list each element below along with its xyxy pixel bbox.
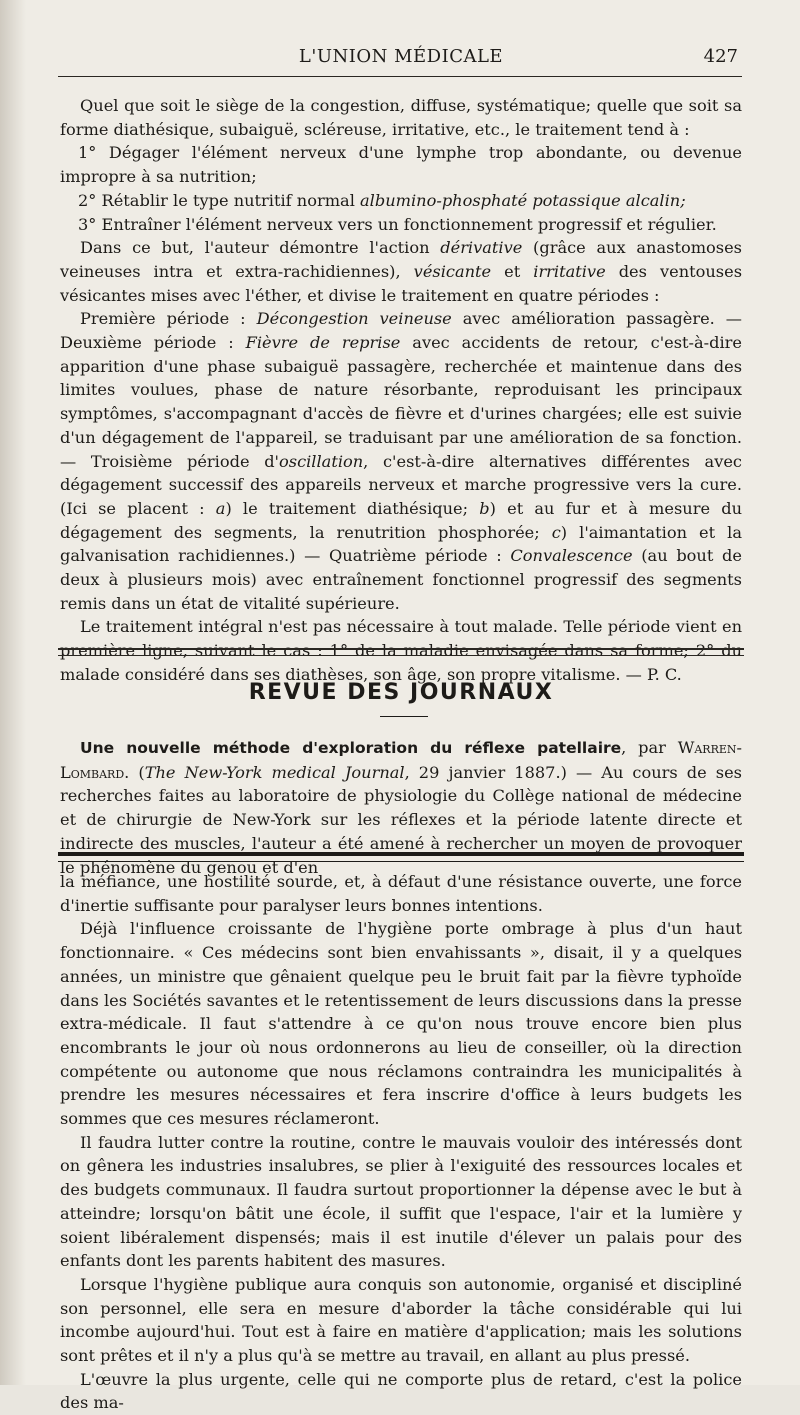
list-item-3: 3° Entraîner l'élément nerveux vers un fonctionnement progressif et régulier.: [78, 214, 717, 234]
text-run: ) le traitement diathésique;: [225, 498, 480, 518]
routine-paragraph: Il faudra lutter contre la routine, contre le mauvais vouloir des intéressés dont on gênera les industries insalubres, se plier à l'exiguité des ressources locales et des budgets communaux. Il faudra surtout proportionner la dépense avec le but à atteindre; lorsqu'on bâtit une école, il suffit que l'espace, l'air et la lumière y soient libéralement dispensés; mais il est inutile d'élever un palais pour des enfants dont les parents habitent des masures.: [60, 1132, 742, 1271]
italic-run: Fièvre de reprise: [245, 333, 401, 353]
text-run: (au bout de deux à plusieurs mois) avec entraînement fonctionnel progressif des segments remis dans un état de vitalité supérieure.: [60, 546, 742, 613]
continuation-paragraph: la méfiance, une hostilité sourde, et, à défaut d'une résistance ouverte, une force d'inertie suffisante pour paralyser leurs bonnes intentions.: [60, 872, 742, 915]
top-text-block: [60, 94, 742, 687]
conclusion-paragraph: Le traitement intégral n'est pas nécessaire à tout malade. Telle période vient en première ligne, suivant le cas : 1° de la maladie envisagée dans sa forme; 2° du malade considéré dans ses diathèses, son âge, son propre vitalisme. — P. C.: [60, 617, 742, 684]
autonomy-paragraph: Lorsque l'hygiène publique aura conquis son autonomie, organisé et discipliné son personnel, elle sera en mesure d'aborder la tâche considérable qui lui incombe aujourd'hui. Tout est à faire en matière d'application; mais les solutions sont prêtes et il n'y a plus qu'à se mettre au travail, en allant au plus pressé.: [60, 1274, 742, 1366]
text-run: avec amélioration passagère. — Deuxième période :: [60, 309, 742, 353]
method-paragraph: [60, 236, 742, 307]
section-title: REVUE DES JOURNAUX: [248, 680, 554, 705]
hygiene-paragraph: Déjà l'influence croissante de l'hygiène porte ombrage à plus d'un haut fonctionnaire. « Ces médecins sont bien envahissants », disait, il y a quelques années, un ministre que gênaient quelque peu le bruit fait par la fièvre typhoïde dans les Sociétés savantes et le retentissement de leurs discussions dans la presse extra-médicale. Il faut s'attendre à ce qu'on nous trouve encore bien plus encombrants le jour où nous ordonnerons au lieu de conseiller, où la direction compétente ou autonome que nous réclamons contraindra les municipalités à prendre les mesures nécessaires et fera inscrire d'office à leurs budgets les sommes que ces mesures réclameront.: [60, 919, 742, 1129]
italic-run: oscillation: [279, 451, 364, 471]
text-run: et: [491, 261, 534, 281]
text-run: (: [129, 762, 145, 782]
article-title: Une nouvelle méthode d'exploration du réflexe patellaire: [80, 739, 622, 757]
italic-run: Décongestion veineuse: [256, 309, 452, 329]
section-divider: [58, 648, 744, 656]
text-run: Dans ce but, l'auteur démontre l'action: [80, 238, 441, 258]
italic-run: c: [551, 522, 561, 542]
page-number: 427: [703, 46, 738, 67]
text-run: , 29 janvier 1887.) — Au cours de ses recherches faites au laboratoire de physiologie du Collège national de médecine et de chirurgie de New-York sur les réflexes et la période latente directe et indirecte des muscles, l'auteur a été amené à rechercher un moyen de provoquer le phénomène du genou et d'en: [60, 762, 742, 877]
text-run: avec accidents de retour, c'est-à-dire apparition d'une phase subaiguë passagère, recherchée et maintenue dans des limites voulues, phase de nature résorbante, reproduisant les principaux symptômes, s'accompagnant d'accès de fièvre et d'urines chargées; elle est suivie d'un dégagement de l'appareil, se traduisant par une amélioration de sa fonction. — Troisième période d': [60, 333, 743, 471]
list-item-2-text: 2° Rétablir le type nutritif normal: [78, 190, 361, 210]
article-author: Warren-Lombard.: [60, 738, 742, 782]
text-run: Première période :: [80, 309, 257, 329]
italic-run: a: [215, 498, 226, 518]
urgent-work-paragraph: L'œuvre la plus urgente, celle qui ne comporte plus de retard, c'est la police des ma-: [60, 1369, 742, 1413]
text-run: ) et au fur et à mesure du dégagement des segments, la renutrition phosphorée;: [60, 498, 742, 542]
running-header: [60, 44, 742, 74]
periods-paragraph: [60, 307, 742, 615]
intro-paragraph: Quel que soit le siège de la congestion, diffuse, systématique; quelle que soit sa forme diathésique, subaiguë, scléreuse, irritative, etc., le traitement tend à :: [60, 96, 742, 139]
header-rule: [58, 76, 742, 77]
list-item-1: 1° Dégager l'élément nerveux d'une lymphe trop abondante, ou devenue impropre à sa nutrition;: [60, 143, 742, 187]
text-run: , c'est-à-dire alternatives différentes avec dégagement successif des appareils nerveux et marche progressive vers la cure. (Ici se placent :: [60, 451, 742, 518]
journal-name: The New-York medical Journal: [144, 762, 405, 782]
bottom-text-block: [60, 870, 742, 1415]
italic-run: Convalescence: [510, 546, 633, 566]
italic-run: irritative: [533, 261, 606, 281]
italic-run: b: [479, 498, 490, 518]
list-item-2-italic: albumino-phosphaté potassique alcalin;: [360, 190, 686, 210]
text-run: (grâce aux anastomoses veineuses intra et extra-rachidiennes),: [60, 238, 742, 281]
italic-run: vésicante: [413, 261, 492, 281]
text-run: , par: [621, 738, 678, 757]
italic-run: dérivative: [440, 238, 523, 258]
text-run: ) l'aimantation et la galvanisation rachidiennes.) — Quatrième période :: [60, 522, 742, 566]
journal-title: L'UNION MÉDICALE: [298, 46, 504, 67]
text-run: des ventouses vésicantes mises avec l'éther, et divise le traitement en quatre périodes :: [60, 261, 742, 305]
bottom-divider: [58, 852, 744, 862]
title-underline: [380, 716, 428, 717]
list-item-2: [60, 189, 742, 213]
